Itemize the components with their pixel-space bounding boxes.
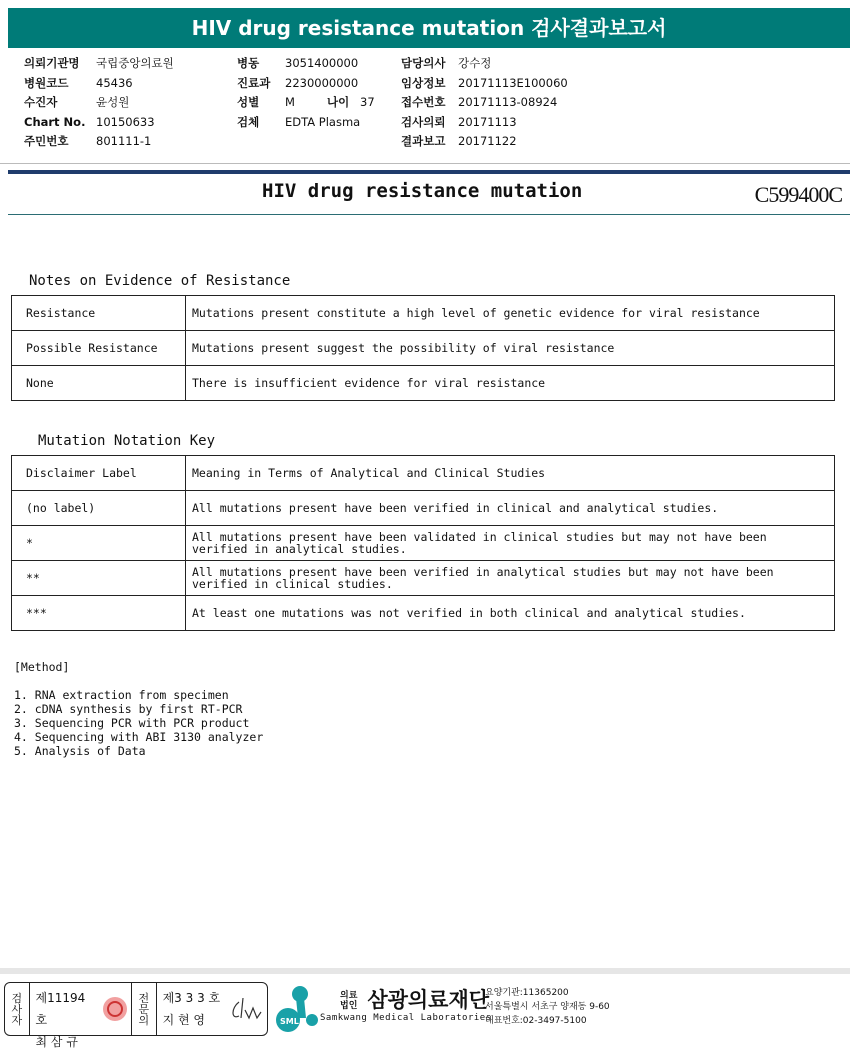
cell: Resistance (12, 296, 186, 331)
tester-label: 검사자 (5, 983, 30, 1035)
divider (8, 214, 850, 215)
info-value: 윤성원 (96, 95, 130, 109)
info-label: 성별 (237, 95, 260, 109)
info-label: 병동 (237, 56, 260, 70)
doctor-number: 제3 3 3 호 (162, 991, 221, 1005)
info-value: EDTA Plasma (285, 114, 361, 129)
method-step: 1. RNA extraction from specimen (14, 688, 229, 702)
logo-text: SML (280, 1017, 299, 1026)
info-value: 10150633 (96, 114, 155, 129)
patient-info-col1 (24, 54, 174, 152)
cell: Possible Resistance (12, 331, 186, 366)
key-heading: Mutation Notation Key (38, 433, 216, 449)
method-step: 2. cDNA synthesis by first RT-PCR (14, 702, 243, 716)
cell: Disclaimer Label (12, 456, 186, 491)
info-label: 진료과 (237, 75, 271, 90)
info-label: 검사의뢰 (401, 114, 446, 129)
cell: ** (12, 561, 186, 596)
table-row (12, 296, 835, 331)
signature-icon (227, 983, 267, 1035)
test-code: C599400C (754, 182, 842, 207)
method-step: 5. Analysis of Data (14, 744, 146, 758)
notes-heading: Notes on Evidence of Resistance (29, 273, 291, 289)
info-value: 강수정 (458, 56, 492, 70)
cell: *** (12, 596, 186, 631)
info-label: 결과보고 (401, 134, 446, 148)
organization-english-name: Samkwang Medical Laboratories (320, 1013, 492, 1023)
tester-name: 최 삼 규 (35, 1035, 78, 1049)
cell: (no label) (12, 491, 186, 526)
info-value: M (285, 95, 295, 109)
table-row (12, 561, 835, 596)
footer-divider (0, 968, 850, 974)
method-heading: [Method] (14, 660, 70, 674)
table-row (12, 366, 835, 401)
info-value: 3051400000 (285, 56, 359, 70)
report-title: HIV drug resistance mutation (262, 180, 583, 202)
info-value: 20171113-08924 (458, 95, 558, 109)
info-value: 20171113 (458, 114, 517, 129)
table-row (12, 491, 835, 526)
info-label: 수진자 (24, 95, 58, 109)
organization-contact (485, 986, 610, 1028)
patient-info-col3 (401, 54, 568, 152)
org-name: 삼광의료재단 (367, 988, 490, 1012)
cell: * (12, 526, 186, 561)
tester-number: 제11194호 (35, 991, 86, 1027)
divider (0, 163, 850, 164)
cell: Mutations present constitute a high level of genetic evidence for viral resistance (186, 296, 835, 331)
info-label: 의뢰기관명 (24, 56, 80, 70)
report-header: HIV drug resistance mutation 검사결과보고서 (8, 8, 850, 48)
info-value: 20171122 (458, 134, 517, 148)
info-label: 나이 (327, 95, 350, 109)
info-label: 임상정보 (401, 75, 446, 90)
info-value: 37 (360, 95, 375, 109)
cell: There is insufficient evidence for viral resistance (186, 366, 835, 401)
info-value: 45436 (96, 75, 133, 90)
info-value: 20171113E100060 (458, 75, 568, 90)
patient-info-col2 (237, 54, 375, 132)
cell: Meaning in Terms of Analytical and Clinical Studies (186, 456, 835, 491)
info-label: 검체 (237, 114, 260, 129)
key-table (11, 455, 835, 631)
cell: At least one mutations was not verified in both clinical and analytical studies. (186, 596, 835, 631)
table-row (12, 331, 835, 366)
org-prefix: 의료법인 (340, 991, 358, 1011)
organization-name (340, 984, 489, 1014)
seal-icon (102, 983, 131, 1035)
info-value: 국립중앙의료원 (96, 56, 174, 70)
method-step: 4. Sequencing with ABI 3130 analyzer (14, 730, 264, 744)
cell: All mutations present have been verified in clinical and analytical studies. (186, 491, 835, 526)
info-value: 2230000000 (285, 75, 359, 90)
method-section (14, 660, 263, 758)
cell: Mutations present suggest the possibility of viral resistance (186, 331, 835, 366)
cell: All mutations present have been verified in analytical studies but may not have been verified in clinical studies. (186, 561, 835, 596)
address: 서울특별시 서초구 양재동 9-60 (485, 1002, 610, 1012)
cell: All mutations present have been validated in clinical studies but may not have been verified in analytical studies. (186, 526, 835, 561)
institution-code: 요양기관:11365200 (485, 988, 569, 998)
sml-logo (272, 984, 320, 1038)
info-label: 병원코드 (24, 75, 69, 90)
info-label: 접수번호 (401, 95, 446, 109)
table-row (12, 526, 835, 561)
info-label: Chart No. (24, 114, 86, 129)
info-label: 주민번호 (24, 134, 69, 148)
phone: 대표번호:02-3497-5100 (485, 1016, 587, 1026)
cell: None (12, 366, 186, 401)
info-label: 담당의사 (401, 56, 446, 70)
table-row (12, 456, 835, 491)
method-step: 3. Sequencing PCR with PCR product (14, 716, 250, 730)
info-value: 801111-1 (96, 134, 152, 148)
divider (8, 170, 850, 174)
notes-table (11, 295, 835, 401)
table-row (12, 596, 835, 631)
doctor-name: 지 현 영 (162, 1013, 205, 1027)
signature-box (4, 982, 268, 1049)
doctor-label: 전문의 (131, 983, 157, 1035)
